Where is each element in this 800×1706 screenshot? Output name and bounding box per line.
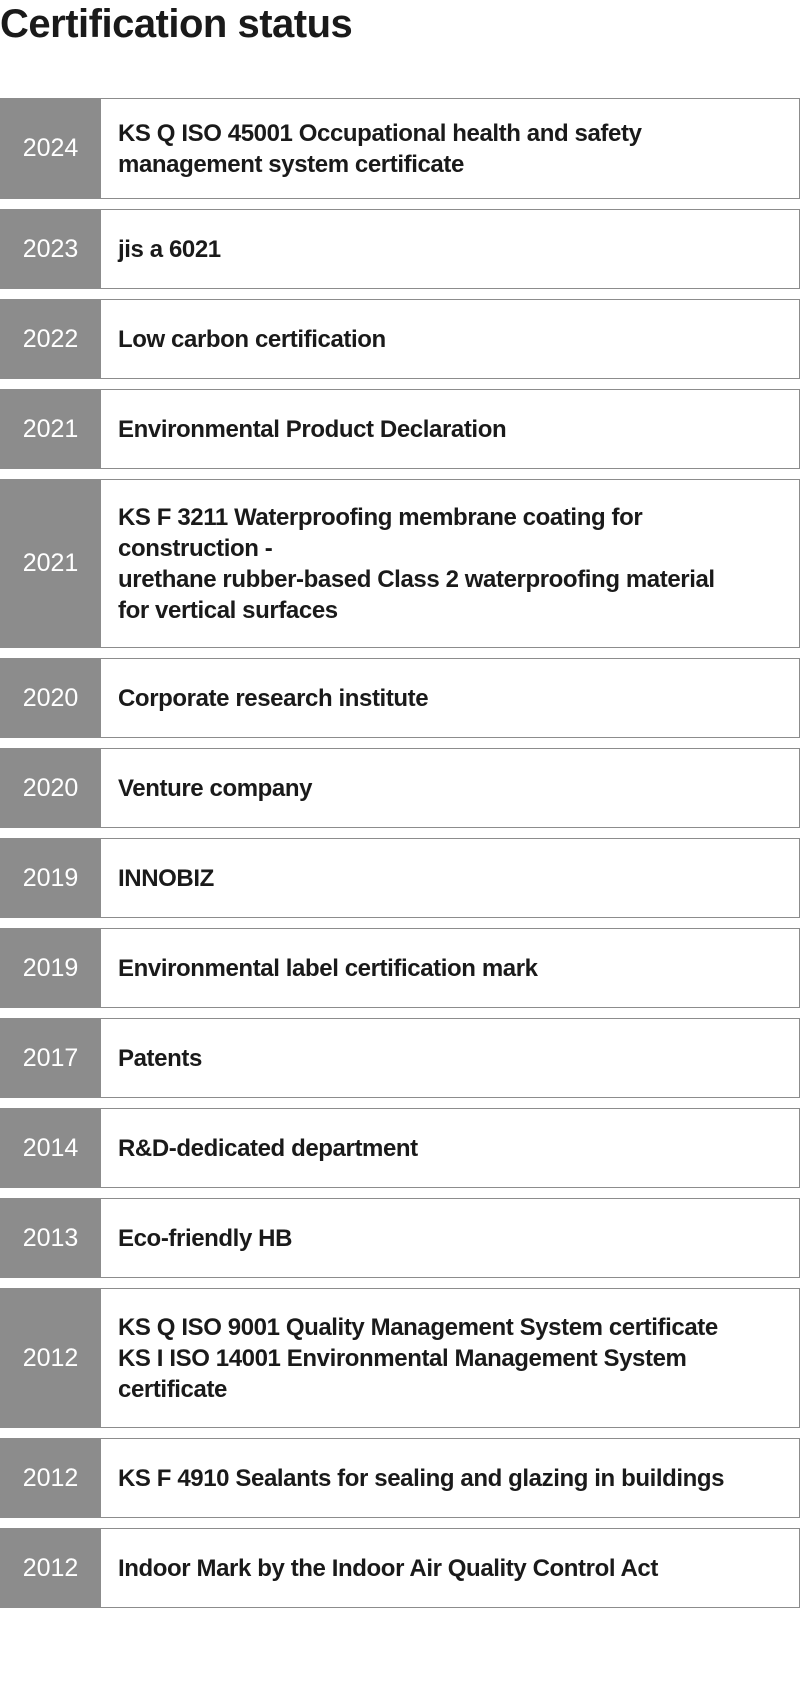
list-item xyxy=(0,1018,800,1098)
list-item xyxy=(0,658,800,738)
list-item xyxy=(0,928,800,1008)
year-cell: 2020 xyxy=(0,748,101,828)
certification-text: Corporate research institute xyxy=(101,658,800,738)
certification-text: Venture company xyxy=(101,748,800,828)
list-item xyxy=(0,1108,800,1188)
certification-text: Environmental label certification mark xyxy=(101,928,800,1008)
year-cell: 2013 xyxy=(0,1198,101,1278)
list-item xyxy=(0,1528,800,1608)
list-item xyxy=(0,1288,800,1428)
certification-text: Low carbon certification xyxy=(101,299,800,379)
list-item xyxy=(0,1198,800,1278)
year-cell: 2021 xyxy=(0,389,101,469)
certification-text: Indoor Mark by the Indoor Air Quality Control Act xyxy=(101,1528,800,1608)
certification-text: KS F 3211 Waterproofing membrane coating for construction - urethane rubber-based Class 2 waterproofing material for vertical surfaces xyxy=(101,479,800,648)
page-title: Certification status xyxy=(0,2,353,46)
list-item xyxy=(0,299,800,379)
year-cell: 2012 xyxy=(0,1438,101,1518)
year-cell: 2020 xyxy=(0,658,101,738)
year-cell: 2017 xyxy=(0,1018,101,1098)
certification-text: Environmental Product Declaration xyxy=(101,389,800,469)
year-cell: 2019 xyxy=(0,928,101,1008)
year-cell: 2022 xyxy=(0,299,101,379)
list-item xyxy=(0,389,800,469)
certification-text: Patents xyxy=(101,1018,800,1098)
year-cell: 2012 xyxy=(0,1528,101,1608)
year-cell: 2023 xyxy=(0,209,101,289)
list-item xyxy=(0,748,800,828)
list-item xyxy=(0,98,800,199)
list-item xyxy=(0,838,800,918)
year-cell: 2019 xyxy=(0,838,101,918)
certification-text: Eco-friendly HB xyxy=(101,1198,800,1278)
year-cell: 2021 xyxy=(0,479,101,648)
certification-text: KS Q ISO 45001 Occupational health and safety management system certificate xyxy=(101,98,800,199)
list-item xyxy=(0,1438,800,1518)
year-cell: 2014 xyxy=(0,1108,101,1188)
certification-list xyxy=(0,98,800,1618)
year-cell: 2012 xyxy=(0,1288,101,1428)
certification-text: KS Q ISO 9001 Quality Management System certificate KS I ISO 14001 Environmental Management System certificate xyxy=(101,1288,800,1428)
list-item xyxy=(0,209,800,289)
list-item xyxy=(0,479,800,648)
year-cell: 2024 xyxy=(0,98,101,199)
certification-text: INNOBIZ xyxy=(101,838,800,918)
certification-text: jis a 6021 xyxy=(101,209,800,289)
certification-text: KS F 4910 Sealants for sealing and glazing in buildings xyxy=(101,1438,800,1518)
certification-text: R&D-dedicated department xyxy=(101,1108,800,1188)
